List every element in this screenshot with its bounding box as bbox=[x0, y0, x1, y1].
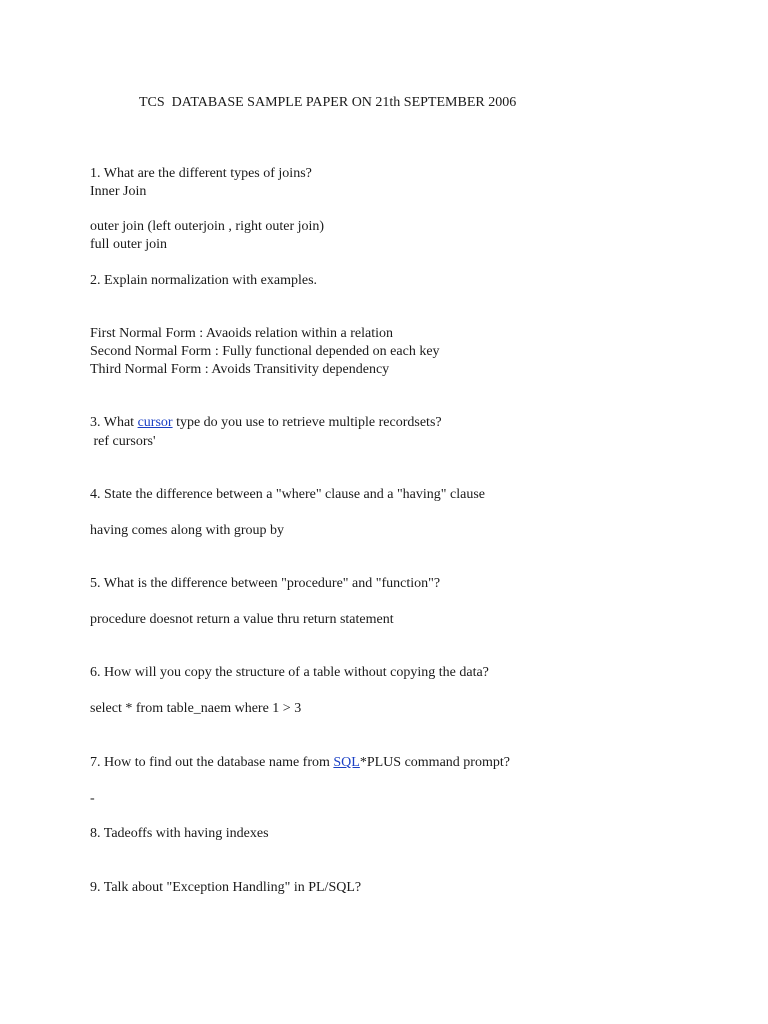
question-3 bbox=[90, 414, 442, 432]
answer-6: select * from table_naem where 1 > 3 bbox=[90, 701, 302, 716]
question-1: 1. What are the different types of joins? bbox=[90, 166, 312, 181]
question-6: 6. How will you copy the structure of a table without copying the data? bbox=[90, 665, 489, 680]
question-2: 2. Explain normalization with examples. bbox=[90, 273, 318, 288]
question-8: 8. Tadeoffs with having indexes bbox=[90, 826, 269, 841]
cursor-link[interactable]: cursor bbox=[137, 415, 173, 430]
answer-3: ref cursors' bbox=[90, 434, 156, 449]
question-3-prefix: 3. What bbox=[90, 415, 138, 430]
question-7-prefix: 7. How to find out the database name from bbox=[90, 755, 334, 770]
answer-2-line-3: Third Normal Form : Avoids Transitivity dependency bbox=[90, 362, 390, 377]
answer-1-line-2: outer join (left outerjoin , right outer join) bbox=[90, 219, 325, 234]
answer-1-line-1: Inner Join bbox=[90, 184, 147, 199]
document-title: TCS DATABASE SAMPLE PAPER ON 21th SEPTEMBER 2006 bbox=[139, 95, 517, 110]
question-7-suffix: *PLUS command prompt? bbox=[359, 755, 510, 770]
answer-2-line-2: Second Normal Form : Fully functional depended on each key bbox=[90, 344, 440, 359]
answer-7: - bbox=[90, 791, 95, 806]
question-7 bbox=[90, 754, 510, 772]
question-3-suffix: type do you use to retrieve multiple recordsets? bbox=[172, 415, 442, 430]
question-9: 9. Talk about "Exception Handling" in PL/SQL? bbox=[90, 880, 362, 895]
answer-1-line-3: full outer join bbox=[90, 237, 167, 252]
question-5: 5. What is the difference between "procedure" and "function"? bbox=[90, 576, 441, 591]
sql-link[interactable]: SQL bbox=[333, 755, 360, 770]
answer-5: procedure doesnot return a value thru return statement bbox=[90, 612, 394, 627]
answer-4: having comes along with group by bbox=[90, 523, 285, 538]
answer-2-line-1: First Normal Form : Avaoids relation within a relation bbox=[90, 326, 394, 341]
question-4: 4. State the difference between a "where" clause and a "having" clause bbox=[90, 487, 485, 502]
